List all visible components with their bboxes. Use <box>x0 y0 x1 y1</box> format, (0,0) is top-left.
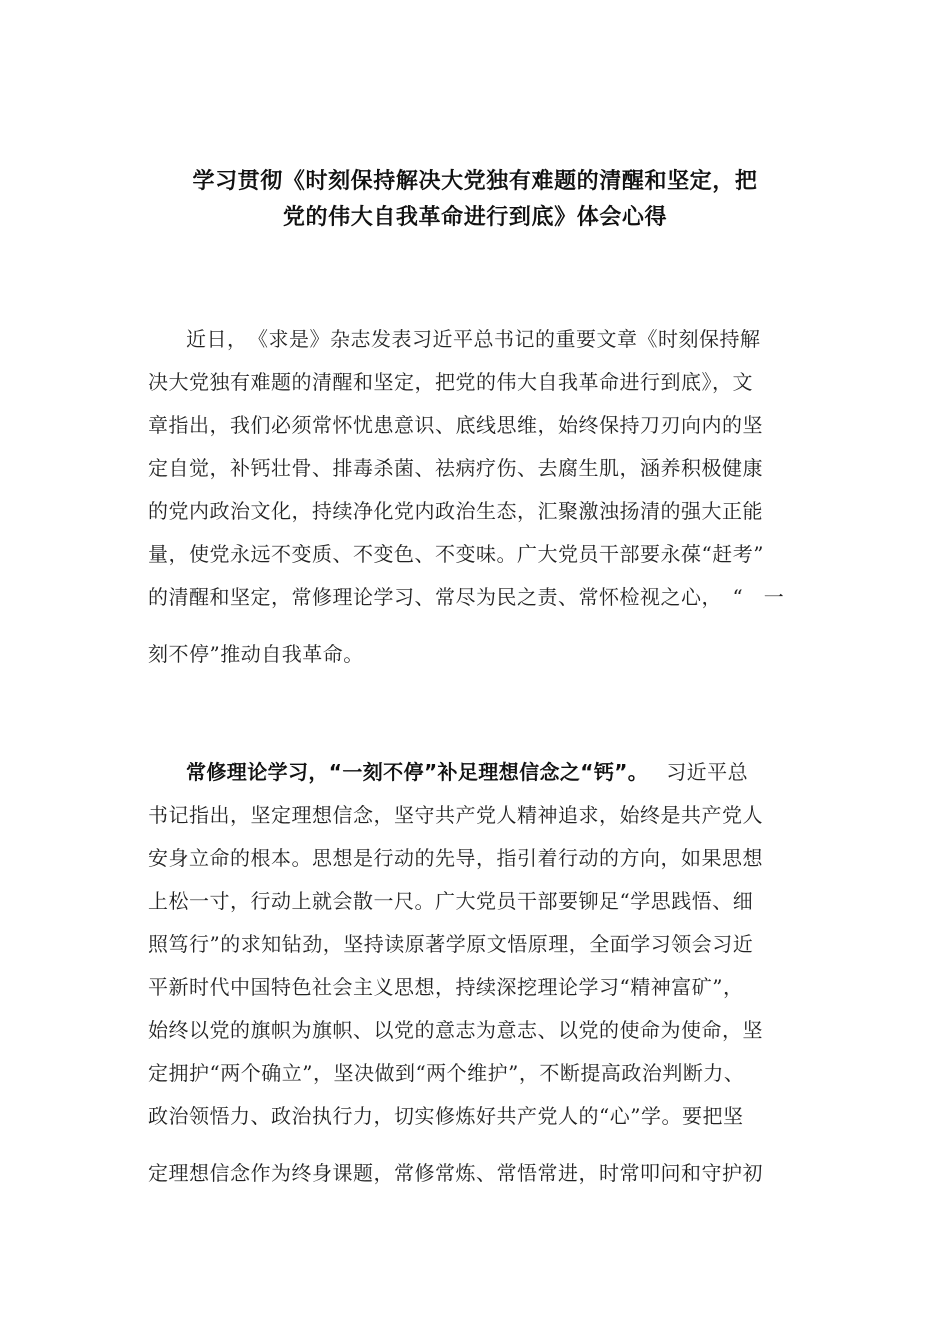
paragraph-1-line-1: 近日， 《求是》杂志发表习近平总书记的重要文章《时刻保持解 <box>186 327 761 351</box>
paragraph-2-line-5: 照笃行”的求知钻劲，坚持读原著学原文悟原理，全面学习领会习近 <box>148 932 754 956</box>
paragraph-1-line-7: 的清醒和坚定，常修理论学习、常尽为民之责、常怀检视之心， “ 一 <box>148 585 785 609</box>
paragraph-2-line-1 <box>186 758 816 786</box>
paragraph-2-line-2: 书记指出，坚定理想信念，坚守共产党人精神追求，始终是共产党人 <box>148 803 763 827</box>
paragraph-2-line-6: 平新时代中国特色社会主义思想，持续深挖理论学习“精神富矿”， <box>148 975 744 999</box>
paragraph-2-line-3: 安身立命的根本。思想是行动的先导，指引着行动的方向，如果思想 <box>148 846 763 870</box>
paragraph-2-line-7: 始终以党的旗帜为旗帜、以党的意志为意志、以党的使命为使命，坚 <box>148 1018 763 1042</box>
document-title <box>140 164 810 236</box>
paragraph-2-line-9: 政治领悟力、政治执行力，切实修炼好共产党人的“心”学。要把坚 <box>148 1104 744 1128</box>
paragraph-2-lead-heading: 常修理论学习，“一刻不停”补足理想信念之“钙”。 <box>186 760 649 784</box>
paragraph-1-line-3: 章指出，我们必须常怀忧患意识、底线思维，始终保持刀刃向内的坚 <box>148 413 763 437</box>
paragraph-2-line-1-rest: 习近平总 <box>666 760 749 784</box>
title-line-1: 学习贯彻《时刻保持解决大党独有难题的清醒和坚定，把 <box>192 169 758 194</box>
paragraph-2-line-8: 定拥护“两个确立”，坚决做到“两个维护”，不断提高政治判断力、 <box>148 1061 745 1085</box>
paragraph-2-line-4: 上松一寸，行动上就会散一尺。广大党员干部要铆足“学思践悟、细 <box>148 889 754 913</box>
paragraph-1-line-4: 定自觉，补钙壮骨、排毒杀菌、祛病疗伤、去腐生肌，涵养积极健康 <box>148 456 763 480</box>
paragraph-1-line-5: 的党内政治文化，持续净化党内政治生态，汇聚激浊扬清的强大正能 <box>148 499 763 523</box>
paragraph-1-line-6: 量，使党永远不变质、不变色、不变味。广大党员干部要永葆“赶考” <box>148 542 764 566</box>
title-line-2: 党的伟大自我革命进行到底》体会心得 <box>282 205 668 230</box>
paragraph-1-line-2: 决大党独有难题的清醒和坚定，把党的伟大自我革命进行到底》，文 <box>148 370 753 394</box>
paragraph-1-line-8: 刻不停”推动自我革命。 <box>148 642 364 666</box>
paragraph-2-line-10: 定理想信念作为终身课题，常修常炼、常悟常进，时常叩问和守护初 <box>148 1161 763 1185</box>
